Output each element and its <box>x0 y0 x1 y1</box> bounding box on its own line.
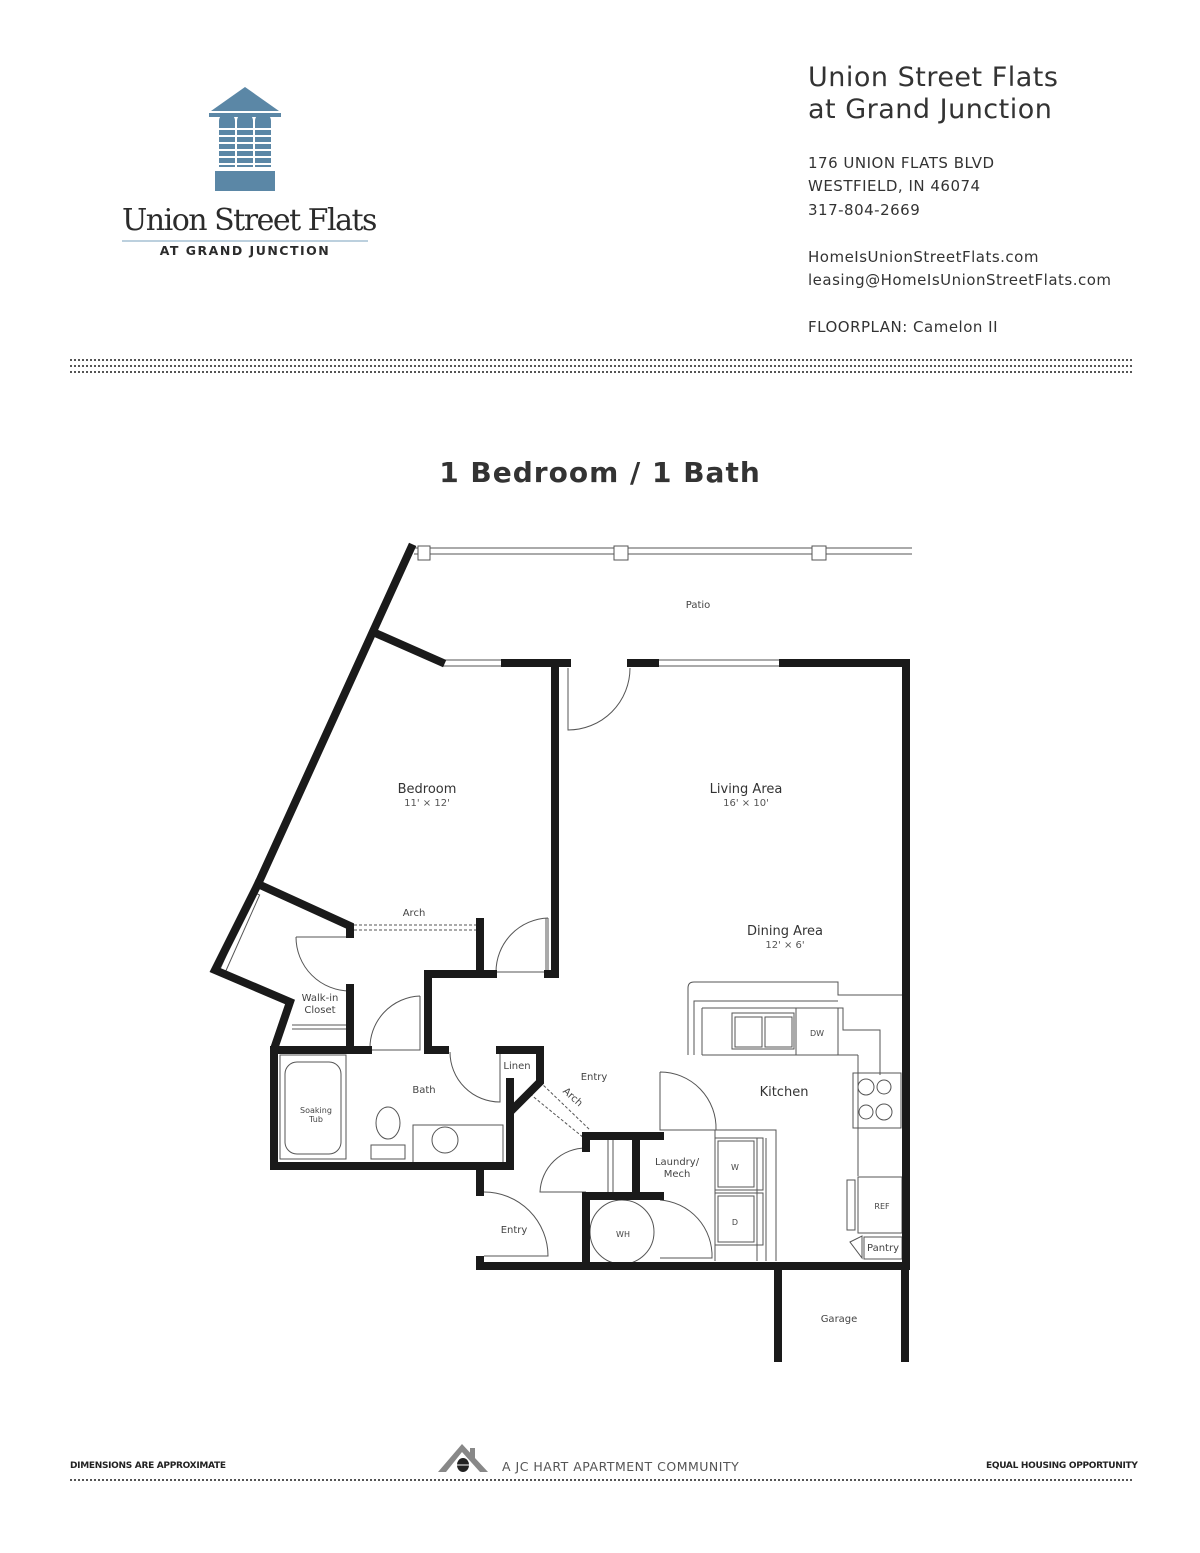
website-link[interactable]: HomeIsUnionStreetFlats.com <box>808 248 1039 266</box>
title-line-1: Union Street Flats <box>808 62 1059 93</box>
label-refrigerator: REF <box>874 1202 890 1211</box>
footer-jc-hart: A JC HART APARTMENT COMMUNITY <box>502 1459 740 1474</box>
title-line-2: at Grand Junction <box>808 94 1053 125</box>
label-washer: W <box>731 1163 739 1172</box>
bedroom-dim: 11' × 12' <box>404 798 450 809</box>
living-dim: 16' × 10' <box>723 798 769 809</box>
label-patio: Patio <box>685 600 711 611</box>
footer-equal-housing: EQUAL HOUSING OPPORTUNITY <box>986 1461 1138 1471</box>
label-entry-lower: Entry <box>500 1225 528 1236</box>
address-line-2: WESTFIELD, IN 46074 <box>808 177 981 195</box>
label-pantry: Pantry <box>867 1243 899 1254</box>
label-laundry: Laundry/ Mech <box>654 1157 700 1180</box>
footer-dimensions-note: DIMENSIONS ARE APPROXIMATE <box>70 1461 226 1471</box>
phone: 317-804-2669 <box>808 201 921 219</box>
label-arch: Arch <box>402 908 426 919</box>
plan-title: 1 Bedroom / 1 Bath <box>439 456 761 489</box>
logo-name: Union Street Flats <box>122 203 376 238</box>
logo-subtitle: AT GRAND JUNCTION <box>122 240 368 258</box>
dining-dim: 12' × 6' <box>765 940 805 951</box>
jc-hart-logo-icon <box>436 1442 492 1474</box>
label-dining <box>747 925 823 953</box>
address-line-1: 176 UNION FLATS BLVD <box>808 154 995 172</box>
dining-name: Dining Area <box>746 924 824 939</box>
label-living <box>710 783 783 811</box>
label-linen: Linen <box>503 1061 531 1072</box>
label-kitchen: Kitchen <box>759 1085 809 1100</box>
label-garage: Garage <box>820 1314 858 1325</box>
bedroom-name: Bedroom <box>397 782 457 797</box>
label-soaking-tub: Soaking Tub <box>300 1106 332 1124</box>
label-entry: Entry <box>580 1072 608 1083</box>
label-bath: Bath <box>412 1085 436 1096</box>
floorplan-name: FLOORPLAN: Camelon II <box>808 318 999 336</box>
label-bedroom <box>398 783 457 811</box>
label-water-heater: WH <box>616 1230 630 1239</box>
living-name: Living Area <box>709 782 783 797</box>
label-arch-entry: Arch <box>560 1085 585 1110</box>
label-walk-in-closet: Walk-in Closet <box>301 993 339 1016</box>
footer-divider <box>70 1479 1132 1485</box>
label-dryer: D <box>731 1218 739 1227</box>
email-link[interactable]: leasing@HomeIsUnionStreetFlats.com <box>808 271 1112 289</box>
label-dishwasher: DW <box>809 1029 825 1038</box>
